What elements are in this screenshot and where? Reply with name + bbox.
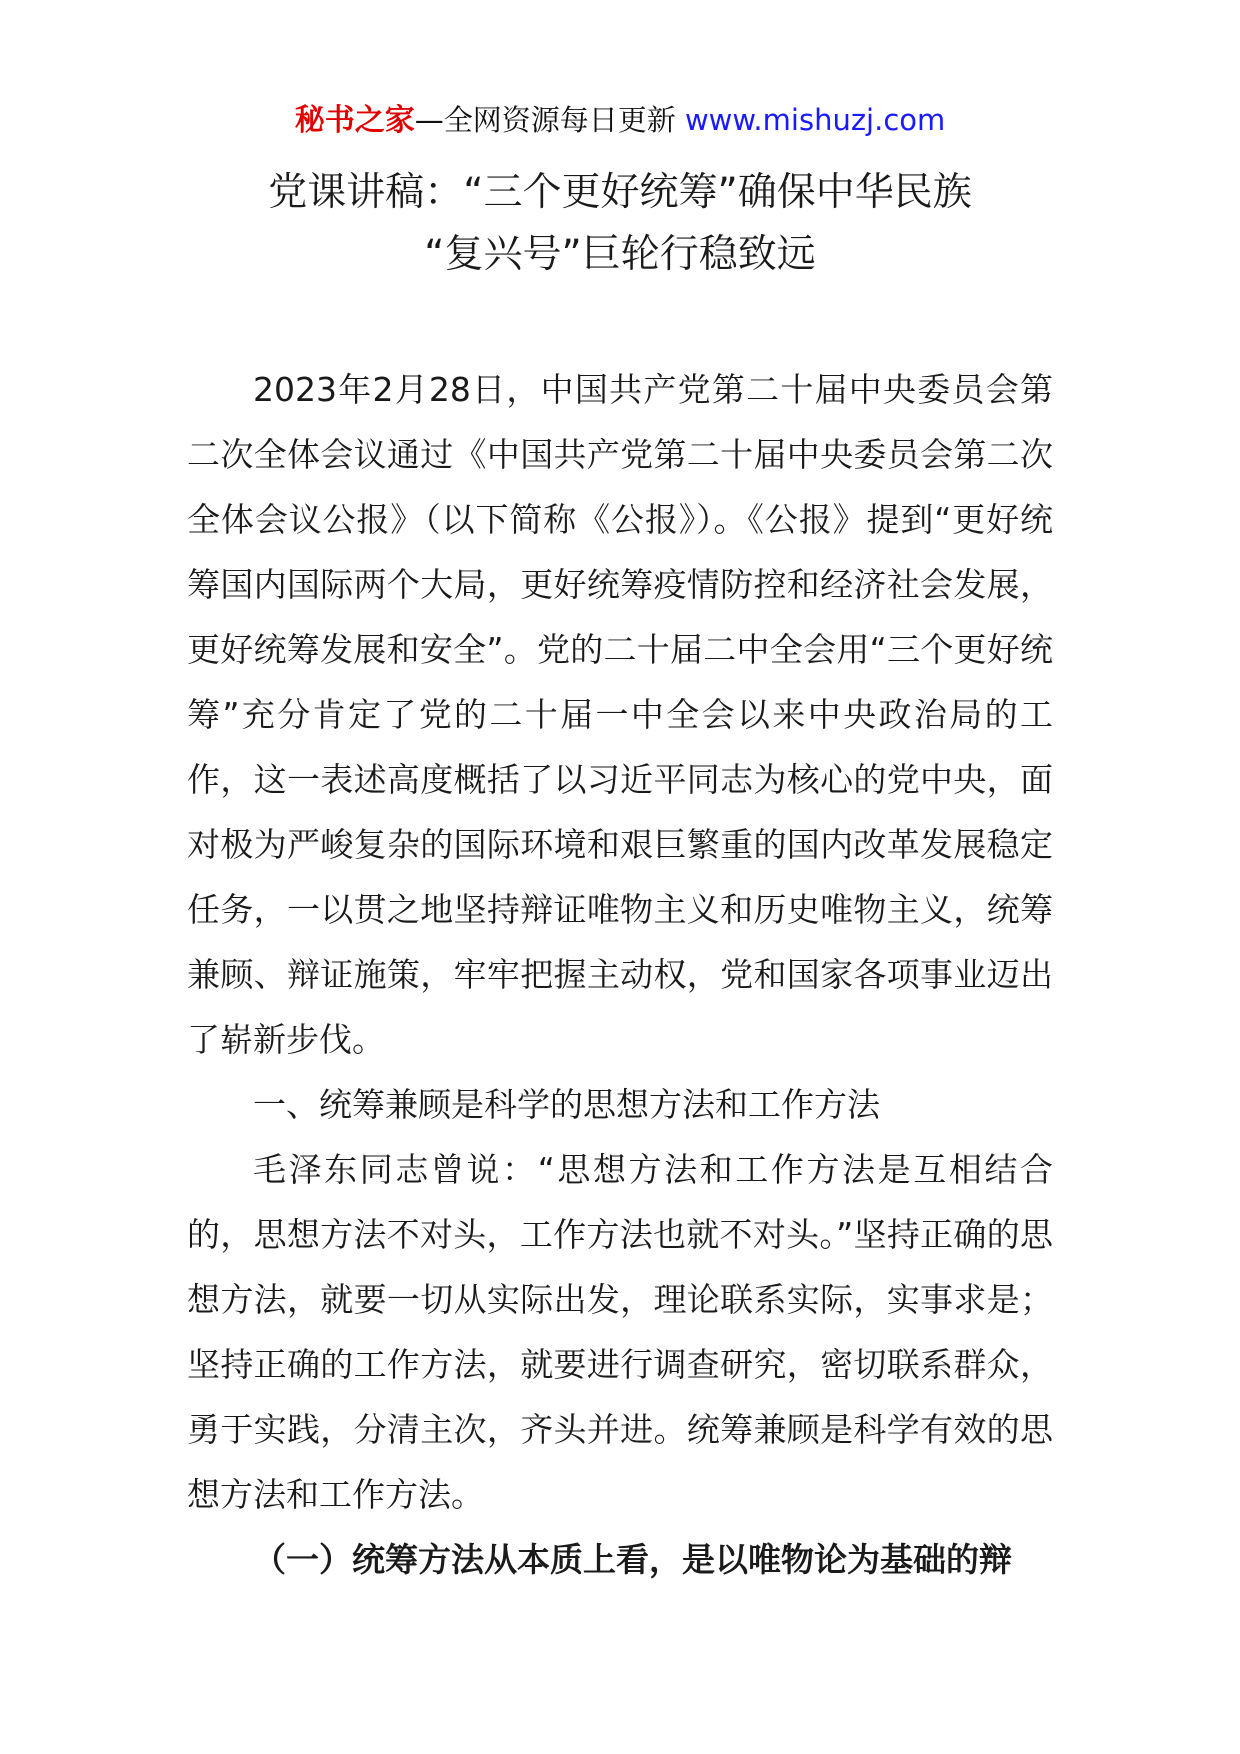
document-body [187,357,1053,1592]
document-title [0,162,1240,286]
site-banner [0,100,1240,141]
subsection-heading-1: （一）统筹方法从本质上看，是以唯物论为基础的辩 [253,1540,1012,1579]
method-paragraph: 毛泽东同志曾说：“思想方法和工作方法是互相结合的，思想方法不对头，工作方法也就不对头。”坚持正确的思想方法，就要一切从实际出发，理论联系实际，实事求是；坚持正确的工作方法，就要进行调查研究，密切联系群众，勇于实践，分清主次，齐头并进。统筹兼顾是科学有效的思想方法和工作方法。 [187,1150,1053,1514]
banner-slogan: —全网资源每日更新 [414,103,685,137]
website-link[interactable]: www.mishuzj.com [684,103,946,137]
brand-name: 秘书之家 [294,103,415,138]
section-heading-1: 一、统筹兼顾是科学的思想方法和工作方法 [253,1085,880,1124]
title-line-1: 党课讲稿：“三个更好统筹”确保中华民族 [268,170,972,215]
intro-paragraph: 2023年2月28日，中国共产党第二十届中央委员会第二次全体会议通过《中国共产党第二十届中央委员会第二次全体会议公报》（以下简称《公报》）。《公报》提到“更好统筹国内国际两个大局，更好统筹疫情防控和经济社会发展，更好统筹发展和安全”。党的二十届二中全会用“三个更好统筹”充分肯定了党的二十届一中全会以来中央政治局的工作，这一表述高度概括了以习近平同志为核心的党中央，面对极为严峻复杂的国际环境和艰巨繁重的国内改革发展稳定任务，一以贯之地坚持辩证唯物主义和历史唯物主义，统筹兼顾、辩证施策，牢牢把握主动权，党和国家各项事业迈出了崭新步伐。 [187,370,1053,1059]
title-line-2: “复兴号”巨轮行稳致远 [424,232,816,277]
